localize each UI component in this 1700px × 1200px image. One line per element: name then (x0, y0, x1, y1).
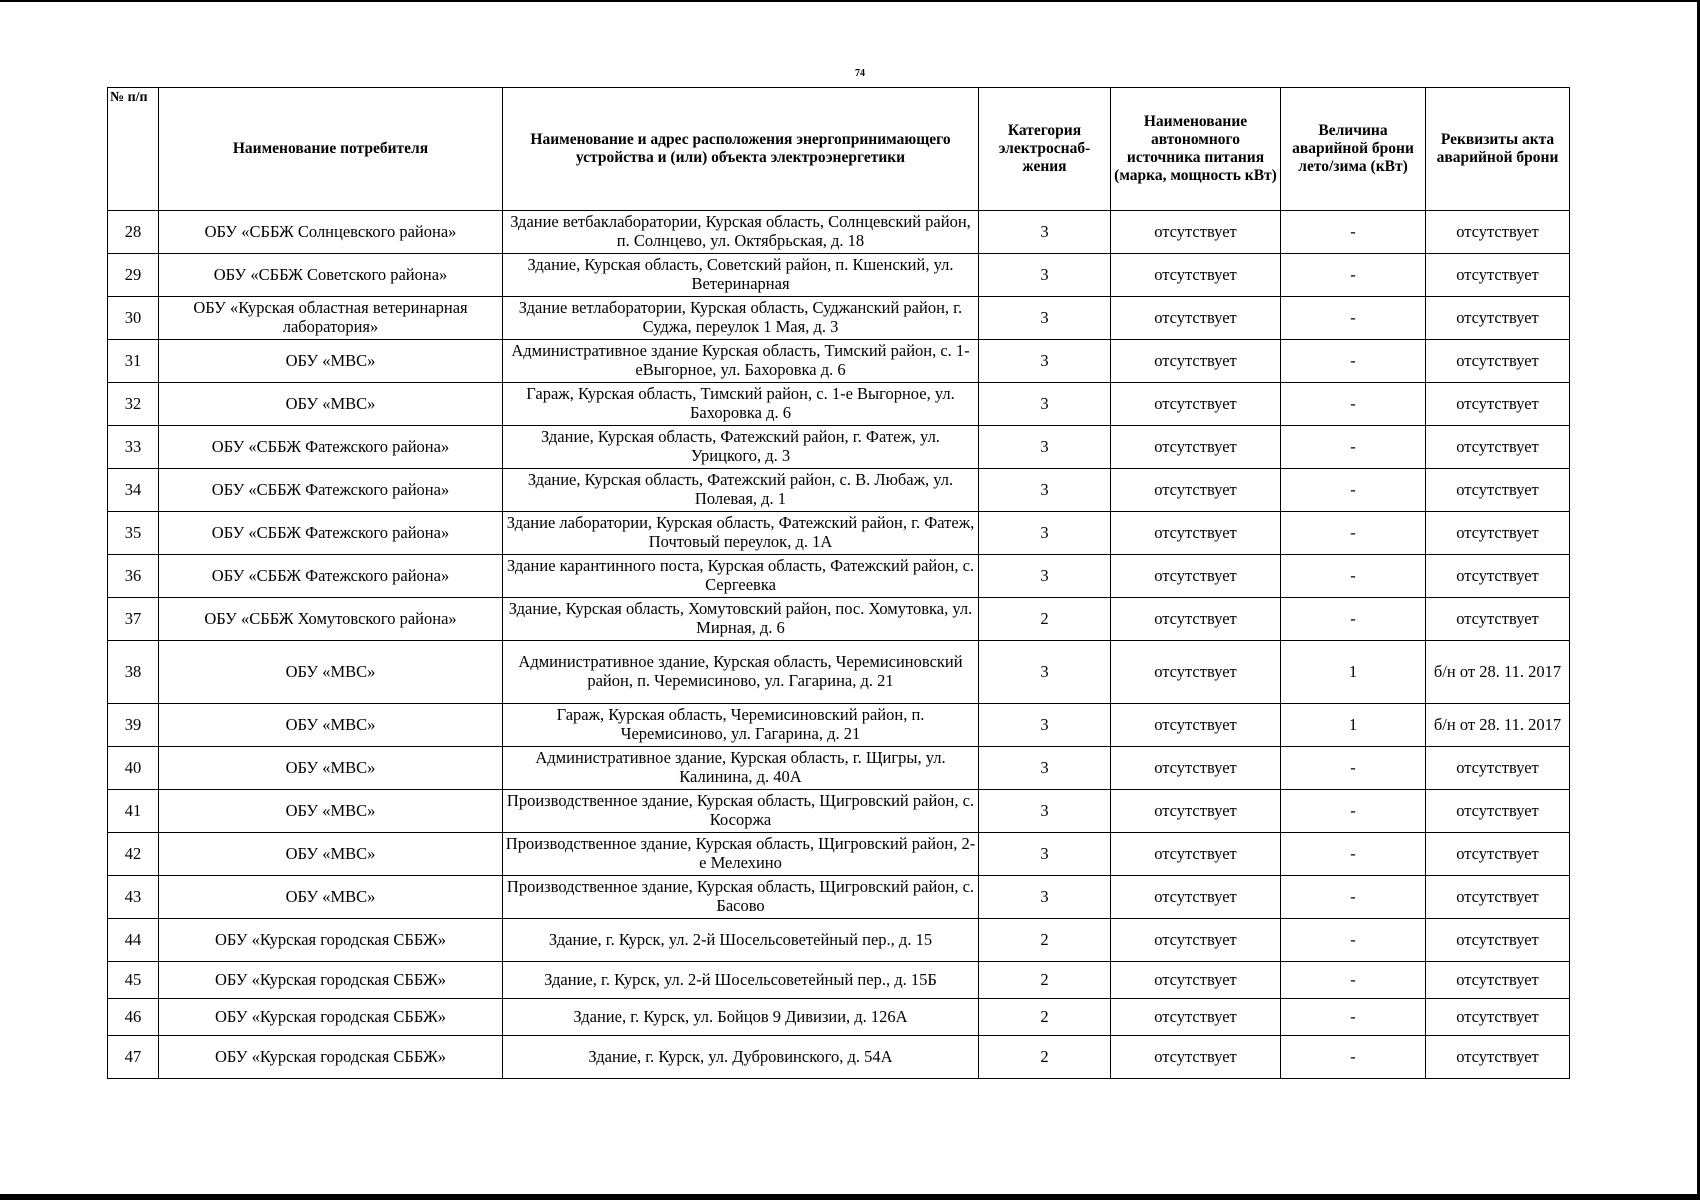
cell-reserve-value: - (1281, 876, 1426, 919)
table-row (108, 919, 1570, 962)
cell-act-details: отсутствует (1426, 598, 1570, 641)
cell-act-details: отсутствует (1426, 876, 1570, 919)
cell-consumer: ОБУ «МВС» (159, 704, 503, 747)
cell-address: Административное здание, Курская область, г. Щигры, ул. Калинина, д. 40А (503, 747, 979, 790)
cell-act-details: отсутствует (1426, 962, 1570, 999)
cell-category: 3 (979, 790, 1111, 833)
cell-category: 3 (979, 555, 1111, 598)
header-number: № п/п (108, 88, 159, 211)
cell-act-details: отсутствует (1426, 297, 1570, 340)
cell-number: 37 (108, 598, 159, 641)
table-row (108, 1036, 1570, 1079)
cell-category: 2 (979, 999, 1111, 1036)
cell-category: 3 (979, 641, 1111, 704)
cell-number: 28 (108, 211, 159, 254)
cell-act-details: отсутствует (1426, 211, 1570, 254)
table-row (108, 876, 1570, 919)
table-row (108, 512, 1570, 555)
cell-act-details: б/н от 28. 11. 2017 (1426, 641, 1570, 704)
cell-number: 33 (108, 426, 159, 469)
cell-power-source: отсутствует (1111, 962, 1281, 999)
cell-reserve-value: - (1281, 297, 1426, 340)
cell-power-source: отсутствует (1111, 555, 1281, 598)
cell-address: Здание, Курская область, Фатежский район, г. Фатеж, ул. Урицкого, д. 3 (503, 426, 979, 469)
cell-address: Здание лаборатории, Курская область, Фатежский район, г. Фатеж, Почтовый переулок, д. 1А (503, 512, 979, 555)
cell-address: Здание карантинного поста, Курская область, Фатежский район, с. Сергеевка (503, 555, 979, 598)
cell-power-source: отсутствует (1111, 641, 1281, 704)
cell-address: Здание, г. Курск, ул. Дубровинского, д. 54А (503, 1036, 979, 1079)
cell-power-source: отсутствует (1111, 876, 1281, 919)
cell-number: 46 (108, 999, 159, 1036)
cell-number: 38 (108, 641, 159, 704)
cell-consumer: ОБУ «МВС» (159, 340, 503, 383)
cell-consumer: ОБУ «Курская городская СББЖ» (159, 1036, 503, 1079)
scan-border-bottom (0, 1194, 1700, 1200)
cell-reserve-value: - (1281, 426, 1426, 469)
cell-act-details: отсутствует (1426, 919, 1570, 962)
table-row (108, 254, 1570, 297)
cell-category: 3 (979, 876, 1111, 919)
cell-address: Административное здание, Курская область, Черемисиновский район, п. Черемисиново, ул. Гагарина, д. 21 (503, 641, 979, 704)
cell-number: 43 (108, 876, 159, 919)
cell-reserve-value: - (1281, 747, 1426, 790)
cell-act-details: отсутствует (1426, 340, 1570, 383)
cell-reserve-value: - (1281, 833, 1426, 876)
cell-number: 47 (108, 1036, 159, 1079)
cell-act-details: отсутствует (1426, 383, 1570, 426)
cell-category: 2 (979, 598, 1111, 641)
cell-reserve-value: - (1281, 555, 1426, 598)
cell-consumer: ОБУ «СББЖ Хомутовского района» (159, 598, 503, 641)
cell-category: 3 (979, 512, 1111, 555)
cell-reserve-value: - (1281, 962, 1426, 999)
cell-address: Здание, Курская область, Фатежский район, с. В. Любаж, ул. Полевая, д. 1 (503, 469, 979, 512)
cell-power-source: отсутствует (1111, 747, 1281, 790)
cell-category: 3 (979, 704, 1111, 747)
header-category: Категория электроснаб-жения (979, 88, 1111, 211)
cell-number: 44 (108, 919, 159, 962)
cell-number: 30 (108, 297, 159, 340)
table-row (108, 297, 1570, 340)
cell-address: Гараж, Курская область, Тимский район, с. 1-е Выгорное, ул. Бахоровка д. 6 (503, 383, 979, 426)
cell-power-source: отсутствует (1111, 340, 1281, 383)
cell-address: Административное здание Курская область, Тимский район, с. 1-еВыгорное, ул. Бахоровка д. 6 (503, 340, 979, 383)
cell-address: Здание, г. Курск, ул. 2-й Шосельсоветейный пер., д. 15Б (503, 962, 979, 999)
cell-number: 45 (108, 962, 159, 999)
cell-consumer: ОБУ «МВС» (159, 383, 503, 426)
cell-number: 31 (108, 340, 159, 383)
cell-address: Здание, Курская область, Советский район, п. Кшенский, ул. Ветеринарная (503, 254, 979, 297)
table-row (108, 641, 1570, 704)
cell-reserve-value: - (1281, 512, 1426, 555)
page-number: 74 (855, 68, 865, 79)
header-power-source: Наименование автономного источника питания (марка, мощность кВт) (1111, 88, 1281, 211)
cell-category: 3 (979, 383, 1111, 426)
cell-address: Здание, Курская область, Хомутовский район, пос. Хомутовка, ул. Мирная, д. 6 (503, 598, 979, 641)
cell-number: 32 (108, 383, 159, 426)
table-row (108, 340, 1570, 383)
cell-power-source: отсутствует (1111, 254, 1281, 297)
cell-category: 3 (979, 469, 1111, 512)
cell-address: Производственное здание, Курская область, Щигровский район, с. Басово (503, 876, 979, 919)
cell-reserve-value: - (1281, 598, 1426, 641)
cell-consumer: ОБУ «СББЖ Советского района» (159, 254, 503, 297)
cell-power-source: отсутствует (1111, 598, 1281, 641)
cell-category: 3 (979, 254, 1111, 297)
table-row (108, 833, 1570, 876)
header-address: Наименование и адрес расположения энергопринимающего устройства и (или) объекта электроэнергетики (503, 88, 979, 211)
cell-consumer: ОБУ «СББЖ Фатежского района» (159, 512, 503, 555)
table-row (108, 426, 1570, 469)
cell-consumer: ОБУ «МВС» (159, 790, 503, 833)
cell-consumer: ОБУ «СББЖ Солнцевского района» (159, 211, 503, 254)
table-row (108, 747, 1570, 790)
cell-consumer: ОБУ «МВС» (159, 876, 503, 919)
cell-consumer: ОБУ «СББЖ Фатежского района» (159, 426, 503, 469)
cell-reserve-value: - (1281, 340, 1426, 383)
cell-power-source: отсутствует (1111, 469, 1281, 512)
table-header-row (108, 88, 1570, 211)
cell-number: 34 (108, 469, 159, 512)
table-body (108, 211, 1570, 1079)
header-reserve-value: Величина аварийной брони лето/зима (кВт) (1281, 88, 1426, 211)
cell-consumer: ОБУ «Курская городская СББЖ» (159, 999, 503, 1036)
cell-power-source: отсутствует (1111, 790, 1281, 833)
cell-consumer: ОБУ «Курская городская СББЖ» (159, 919, 503, 962)
cell-number: 35 (108, 512, 159, 555)
cell-power-source: отсутствует (1111, 211, 1281, 254)
cell-power-source: отсутствует (1111, 383, 1281, 426)
cell-reserve-value: - (1281, 211, 1426, 254)
cell-power-source: отсутствует (1111, 1036, 1281, 1079)
cell-act-details: отсутствует (1426, 254, 1570, 297)
cell-act-details: отсутствует (1426, 790, 1570, 833)
table-row (108, 999, 1570, 1036)
cell-power-source: отсутствует (1111, 704, 1281, 747)
cell-number: 39 (108, 704, 159, 747)
cell-reserve-value: - (1281, 383, 1426, 426)
cell-category: 3 (979, 297, 1111, 340)
cell-category: 2 (979, 919, 1111, 962)
cell-number: 36 (108, 555, 159, 598)
table-row (108, 211, 1570, 254)
cell-consumer: ОБУ «Курская областная ветеринарная лаборатория» (159, 297, 503, 340)
cell-reserve-value: 1 (1281, 641, 1426, 704)
cell-reserve-value: 1 (1281, 704, 1426, 747)
cell-reserve-value: - (1281, 919, 1426, 962)
cell-act-details: отсутствует (1426, 999, 1570, 1036)
cell-act-details: отсутствует (1426, 512, 1570, 555)
table-row (108, 704, 1570, 747)
cell-address: Здание ветлаборатории, Курская область, Суджанский район, г. Суджа, переулок 1 Мая, д. 3 (503, 297, 979, 340)
cell-number: 29 (108, 254, 159, 297)
cell-category: 3 (979, 426, 1111, 469)
cell-address: Здание ветбаклаборатории, Курская область, Солнцевский район, п. Солнцево, ул. Октябрьская, д. 18 (503, 211, 979, 254)
cell-address: Производственное здание, Курская область, Щигровский район, с. Косоржа (503, 790, 979, 833)
cell-category: 2 (979, 1036, 1111, 1079)
cell-address: Производственное здание, Курская область, Щигровский район, 2-е Мелехино (503, 833, 979, 876)
table-row (108, 555, 1570, 598)
cell-consumer: ОБУ «Курская городская СББЖ» (159, 962, 503, 999)
emergency-reserve-table (107, 87, 1570, 1079)
cell-category: 3 (979, 211, 1111, 254)
cell-reserve-value: - (1281, 790, 1426, 833)
cell-act-details: отсутствует (1426, 747, 1570, 790)
cell-reserve-value: - (1281, 469, 1426, 512)
cell-act-details: отсутствует (1426, 1036, 1570, 1079)
cell-reserve-value: - (1281, 1036, 1426, 1079)
cell-act-details: б/н от 28. 11. 2017 (1426, 704, 1570, 747)
cell-consumer: ОБУ «МВС» (159, 641, 503, 704)
cell-power-source: отсутствует (1111, 297, 1281, 340)
cell-consumer: ОБУ «МВС» (159, 747, 503, 790)
cell-consumer: ОБУ «СББЖ Фатежского района» (159, 469, 503, 512)
table-row (108, 383, 1570, 426)
cell-consumer: ОБУ «МВС» (159, 833, 503, 876)
header-consumer: Наименование потребителя (159, 88, 503, 211)
cell-category: 3 (979, 340, 1111, 383)
cell-address: Здание, г. Курск, ул. 2-й Шосельсоветейный пер., д. 15 (503, 919, 979, 962)
cell-power-source: отсутствует (1111, 919, 1281, 962)
table-row (108, 469, 1570, 512)
cell-number: 42 (108, 833, 159, 876)
cell-power-source: отсутствует (1111, 833, 1281, 876)
cell-power-source: отсутствует (1111, 512, 1281, 555)
header-act-details: Реквизиты акта аварийной брони (1426, 88, 1570, 211)
cell-act-details: отсутствует (1426, 426, 1570, 469)
cell-act-details: отсутствует (1426, 833, 1570, 876)
scan-border-top (0, 0, 1700, 2)
cell-reserve-value: - (1281, 999, 1426, 1036)
cell-reserve-value: - (1281, 254, 1426, 297)
cell-number: 41 (108, 790, 159, 833)
cell-number: 40 (108, 747, 159, 790)
cell-power-source: отсутствует (1111, 426, 1281, 469)
cell-category: 3 (979, 747, 1111, 790)
cell-act-details: отсутствует (1426, 469, 1570, 512)
cell-address: Гараж, Курская область, Черемисиновский район, п. Черемисиново, ул. Гагарина, д. 21 (503, 704, 979, 747)
table-row (108, 790, 1570, 833)
cell-category: 2 (979, 962, 1111, 999)
table-row (108, 962, 1570, 999)
cell-act-details: отсутствует (1426, 555, 1570, 598)
cell-power-source: отсутствует (1111, 999, 1281, 1036)
cell-category: 3 (979, 833, 1111, 876)
cell-consumer: ОБУ «СББЖ Фатежского района» (159, 555, 503, 598)
cell-address: Здание, г. Курск, ул. Бойцов 9 Дивизии, д. 126А (503, 999, 979, 1036)
table-row (108, 598, 1570, 641)
